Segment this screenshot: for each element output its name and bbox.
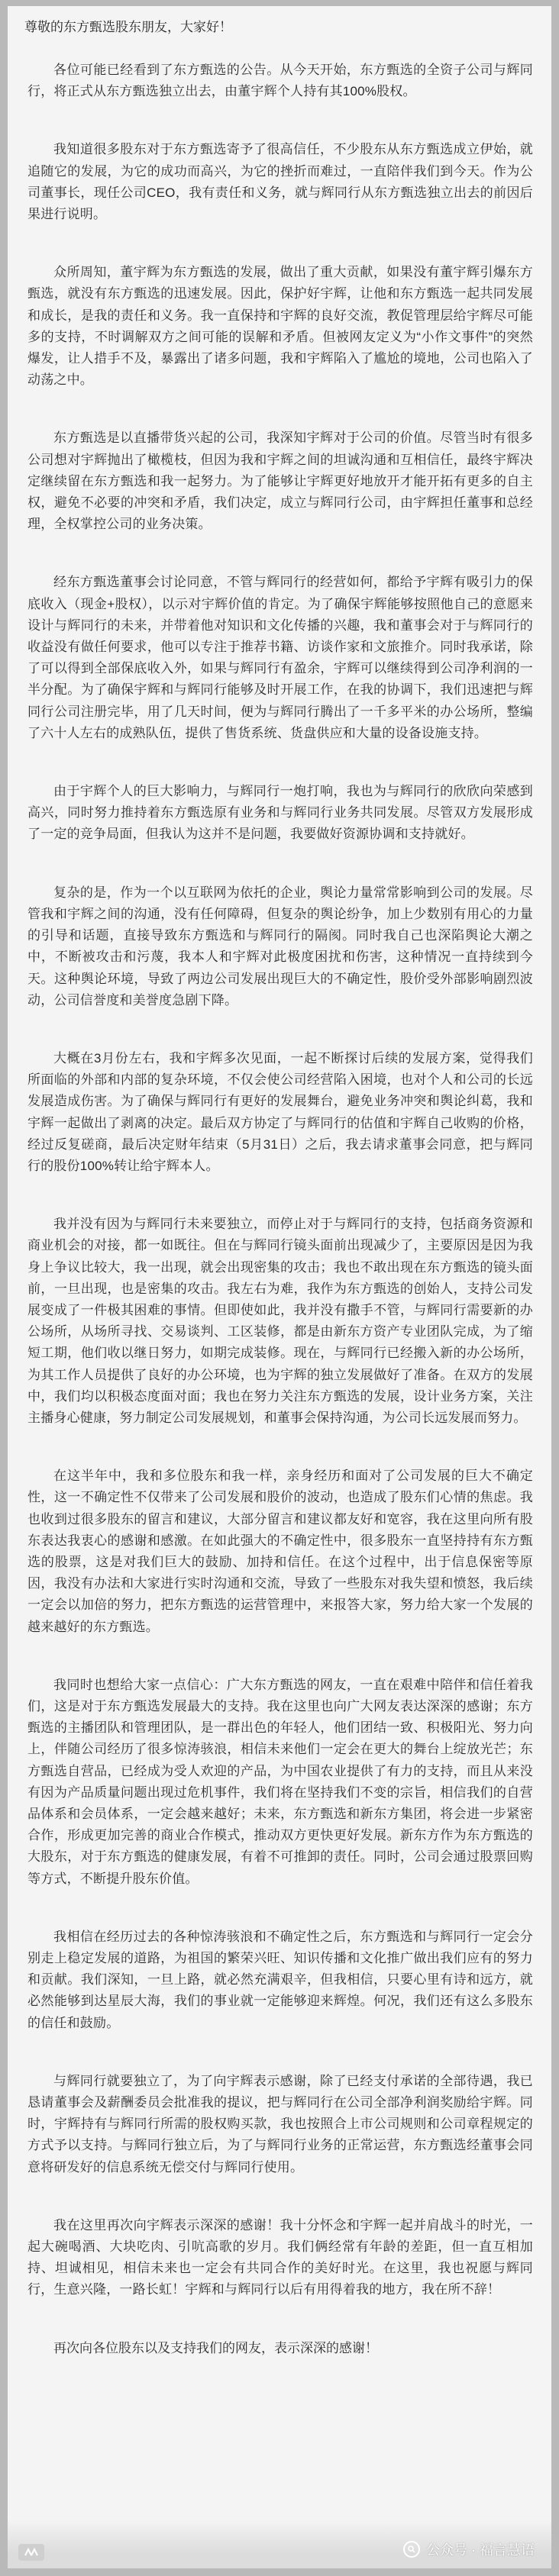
letter-paragraph: 经东方甄选董事会讨论同意，不管与辉同行的经营如何，都给予宇辉有吸引力的保底收入（现金+股权），以示对宇辉价值的肯定。为了确保宇辉能够按照他自己的意愿来设计与辉同行的未来，并带着他对知识和文化传播的兴趣，我和董事会对于与辉同行的收益没有做任何要求，他可以专注于推荐书籍、访谈作家和文旅推介。同时我承诺，除了可以得到全部保底收入外，如果与辉同行有盈余，宇辉可以继续得到公司净利润的一半分配。为了确保宇辉和与辉同行能够及时开展工作，在我的协调下，我们迅速把与辉同行公司注册完毕，用了几天时间，便为与辉同行腾出了一千多平米的办公场所，整编了六十人左右的成熟队伍，提供了售货系统、货盘供应和大量的设备设施支持。 xyxy=(27,575,533,740)
logo-icon xyxy=(18,2544,44,2561)
letter-paragraph: 我相信在经历过去的各种惊涛骇浪和不确定性之后，东方甄选和与辉同行一定会分别走上稳定发展的道路，为祖国的繁荣兴旺、知识传播和文化推广做出我们应有的努力和贡献。我们深知，一旦上路，就必然充满艰辛，但我相信，只要心里有诗和远方，就必然能够到达星辰大海，我们的事业就一定能够迎来辉煌。何况，我们还有这么多股东的信任和鼓励。 xyxy=(27,1929,533,2030)
letter-paragraph: 大概在3月份左右，我和宇辉多次见面，一起不断探讨后续的发展方案，觉得我们所面临的外部和内部的复杂环境，不仅会使公司经营陷入困境，也对个人和公司的长远发展造成伤害。为了确保与辉同行有更好的发展舞台，避免业务冲突和舆论纠葛，我和宇辉一起做出了剥离的决定。最后双方协定了与辉同行的估值和宇辉自己收购的价格，经过反复磋商，最后决定财年结束（5月31日）之后，我去请求董事会同意，把与辉同行的股份100%转让给宇辉本人。 xyxy=(27,1050,533,1173)
letter-paragraph: 众所周知，董宇辉为东方甄选的发展，做出了重大贡献，如果没有董宇辉引爆东方甄选，就没有东方甄选的迅速发展。因此，保护好宇辉，让他和东方甄选一起共同发展和成长，是我的责任和义务。我一直保持和宇辉的良好交流，教促管理层给宇辉尽可能多的支持，不时调解双方之间可能的误解和矛盾。但被网友定义为“小作文事件”的突然爆发，让人措手不及，暴露出了诸多问题，我和宇辉陷入了尴尬的境地，公司也陷入了动荡之中。 xyxy=(27,265,533,388)
letter-paragraph: 我同时也想给大家一点信心：广大东方甄选的网友，一直在艰难中陪伴和信任着我们，这是对于东方甄选发展最大的支持。我在这里也向广大网友表达深深的感谢；东方甄选的主播团队和管理团队，是一群出色的年轻人，他们团结一致、积极阳光、努力向上，伴随公司经历了很多惊涛骇浪，相信未来他们一定会在更大的舞台上绽放光芒；东方甄选自营品，已经成为受人欢迎的产品，为中国农业提供了有力的支持，而且从来没有因为产品质量问题出现过危机事件，我们将在坚持我们不变的宗旨，相信我们的自营品体系和会员体系，一定会越来越好；未来，东方甄选和新东方集团，将会进一步紧密合作，形成更加完善的商业合作模式，推动双方更快更好发展。新东方作为东方甄选的大股东，对于东方甄选的健康发展，有着不可推卸的责任。同时，公司会通过股票回购等方式，不断提升股东价值。 xyxy=(27,1677,533,1886)
watermark-text: 公众号 · 福言慧语 xyxy=(426,2542,535,2558)
watermark-bar xyxy=(8,2520,551,2568)
letter-paragraph: 复杂的是，作为一个以互联网为依托的企业，舆论力量常常影响到公司的发展。尽管我和宇辉之间的沟通，没有任何障碍，但复杂的舆论纷争，加上少数别有用心的力量的引导和话题，直接导致东方甄选和与辉同行的隔阂。同时我自己也深陷舆论大潮之中，不断被攻击和污蔑，我本人和宇辉对此极度困扰和伤害，这种情况一直持续到今天。这种舆论环境，导致了两边公司发展出现巨大的不确定性，股价受外部影响剧烈波动，公司信誉度和美誉度急剧下降。 xyxy=(27,885,533,1008)
watermark-account xyxy=(403,2539,535,2559)
wechat-search-icon xyxy=(403,2541,420,2558)
watermark-logo xyxy=(18,2544,44,2561)
letter-paragraph: 东方甄选是以直播带货兴起的公司，我深知宇辉对于公司的价值。尽管当时有很多公司想对宇辉抛出了橄榄枝，但因为我和宇辉之间的坦诚沟通和互相信任，最终宇辉决定继续留在东方甄选和我一起努力。为了能够让宇辉更好地放开才能开拓有更多的自主权，避免不必要的冲突和矛盾，我们决定，成立与辉同行公司，由宇辉担任董事和总经理，全权掌控公司的业务决策。 xyxy=(27,430,533,532)
letter-sheet xyxy=(8,6,551,2568)
letter-paragraph: 我并没有因为与辉同行未来要独立，而停止对于与辉同行的支持，包括商务资源和商业机会的对接，都一如既往。但在与辉同行镜头面前出现减少了，主要原因是因为我身上争议比较大，我一出现，就会出现密集的攻击；我也不敢出现在东方甄选的镜头面前，一旦出现，也是密集的攻击。我左右为难，我作为东方甄选的创始人，支持公司发展变成了一件极其困难的事情。但即使如此，我并没有撒手不管，与辉同行需要新的办公场所，从场所寻找、交易谈判、工区装修，都是由新东方资产专业团队完成，为了缩短工期，他们收以继日努力，如期完成装修。现在，与辉同行已经搬入新的办公场所，为其工作人员提供了良好的办公环境，也为宇辉的独立发展做好了准备。在双方的发展中，我们均以积极态度面对面；我也在努力关注东方甄选的发展，设计业务方案，关注主播身心健康，努力制定公司发展规划，和董事会保持沟通，为公司长远发展而努力。 xyxy=(27,1217,533,1425)
letter-paragraph: 由于宇辉个人的巨大影响力，与辉同行一炮打响，我也为与辉同行的欣欣向荣感到高兴，同时努力推持着东方甄选原有业务和与辉同行业务共同发展。尽管双方发展形成了一定的竞争局面，但我认为这并不是问题，我要做好资源协调和支持就好。 xyxy=(27,784,533,842)
letter-greeting: 尊敬的东方甄选股东朋友，大家好！ xyxy=(24,20,232,34)
letter-paragraph: 我在这里再次向宇辉表示深深的感谢！我十分怀念和宇辉一起并肩战斗的时光，一起大碗喝酒、大块吃肉、引吭高歌的岁月。我们俩经常有年龄的差距，但一直互相加持、坦诚相见，相信未来也一定会有共同合作的美好时光。在这里，我也祝愿与辉同行，生意兴隆，一路长虹！宇辉和与辉同行以后有用得着我的地方，我在所不辞！ xyxy=(27,2217,533,2297)
letter-paragraph: 在这半年中，我和多位股东和我一样，亲身经历和面对了公司发展的巨大不确定性，这一不确定性不仅带来了公司发展和股价的波动，也造成了股东们心情的焦虑。我也收到过很多股东的留言和建议，大部分留言和建议都友好和宽容，我在这里向所有股东表达我衷心的感谢和感激。在如此强大的不确定性中，很多股东一直坚持持有东方甄选的股票，这是对我们巨大的鼓励、加持和信任。在这个过程中，出于信息保密等原因，我没有办法和大家进行实时沟通和交流，导致了一些股东对我失望和愤怒，我后续一定会以加倍的努力，把东方甄选的运营管理中，来报答大家，努力给大家一个发展的越来越好的东方甄选。 xyxy=(27,1469,533,1634)
letter-paragraph: 我知道很多股东对于东方甄选寄予了很高信任，不少股东从东方甄选成立伊始，就追随它的发展，为它的成功而高兴，为它的挫折而难过，一直陪伴我们到今天。作为公司董事长，现任公司CEO，我有责任和义务，就与辉同行从东方甄选独立出去的前因后果进行说明。 xyxy=(27,142,533,222)
letter-closing: 再次向各位股东以及支持我们的网友，表示深深的感谢！ xyxy=(53,2340,378,2355)
letter-paragraph: 各位可能已经看到了东方甄选的公告。从今天开始，东方甄选的全资子公司与辉同行，将正式从东方甄选独立出去，由董宇辉个人持有其100%股权。 xyxy=(27,63,533,99)
letter-paragraph: 与辉同行就要独立了，为了向宇辉表示感谢，除了已经支付承诺的全部待遇，我已恳请董事会及薪酬委员会批准我的提议，把与辉同行在公司全部净利润奖励给宇辉。同时，宇辉持有与辉同行所需的股权购买款，我也按照合上市公司规则和公司章程规定的方式予以支持。与辉同行独立后，为了与辉同行业务的正常运营，东方甄选经董事会同意将研发好的信息系统无偿交付与辉同行使用。 xyxy=(27,2073,533,2175)
letter-body xyxy=(27,60,533,2301)
